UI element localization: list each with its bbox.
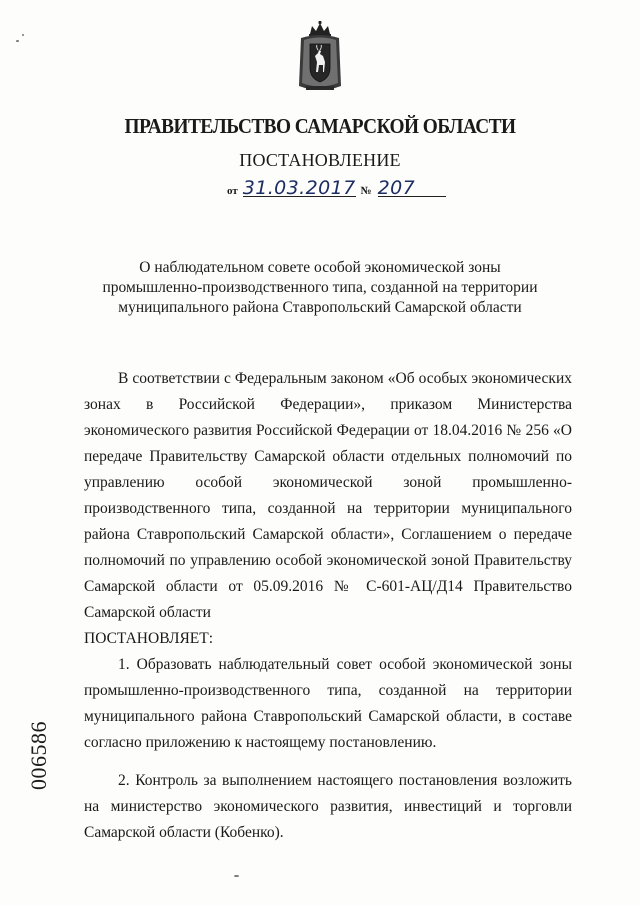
subject-line: промышленно-производственного типа, созданной на территории xyxy=(102,279,538,296)
subject-line: муниципального района Ставропольский Самарской области xyxy=(118,299,522,316)
scan-speck xyxy=(16,40,19,42)
date-number-line xyxy=(227,177,446,199)
government-title: ПРАВИТЕЛЬСТВО САМАРСКОЙ ОБЛАСТИ xyxy=(124,114,516,138)
document-type-title: ПОСТАНОВЛЕНИЕ xyxy=(239,150,401,170)
coat-of-arms-emblem xyxy=(296,20,344,96)
document-body xyxy=(84,366,572,846)
clause-1: 1. Образовать наблюдательный совет особой экономической зоны промышленно-производственного типа, созданной на территории муниципального района Ставропольский Самарской области, в составе согласно приложению к настоящему постановлению. xyxy=(84,656,572,751)
clause-2: 2. Контроль за выполнением настоящего постановления возложить на министерство экономического развития, инвестиций и торговли Самарской области (Кобенко). xyxy=(84,772,572,841)
handwritten-number: 207 xyxy=(378,180,446,197)
scan-speck xyxy=(234,875,239,877)
number-prefix-label: № xyxy=(360,185,372,197)
scan-speck xyxy=(22,34,24,36)
document-subject xyxy=(90,258,550,318)
handwritten-date: 31.03.2017 xyxy=(242,177,356,199)
margin-serial-number: 006586 xyxy=(26,721,51,790)
date-prefix-label: от xyxy=(227,185,238,197)
resolves-statement: ПОСТАНОВЛЯЕТ: xyxy=(84,630,214,647)
subject-line: О наблюдательном совете особой экономической зоны xyxy=(139,259,501,276)
preamble-paragraph: В соответствии с Федеральным законом «Об особых экономических зонах в Российской Федерации», приказом Министерства экономического развития Российской Федерации от 18.04.2016 № 256 «О передаче Правительству Самарской области отдельных полномочий по управлению особой экономической зоной промышленно-производственного типа, созданной на территории муниципального района Ставропольский Самарской области», Соглашением о передаче полномочий по управлению особой экономической зоной Правительству Самарской области от 05.09.2016 № С-601-АЦ/Д14 Правительство Самарской области xyxy=(84,370,572,621)
